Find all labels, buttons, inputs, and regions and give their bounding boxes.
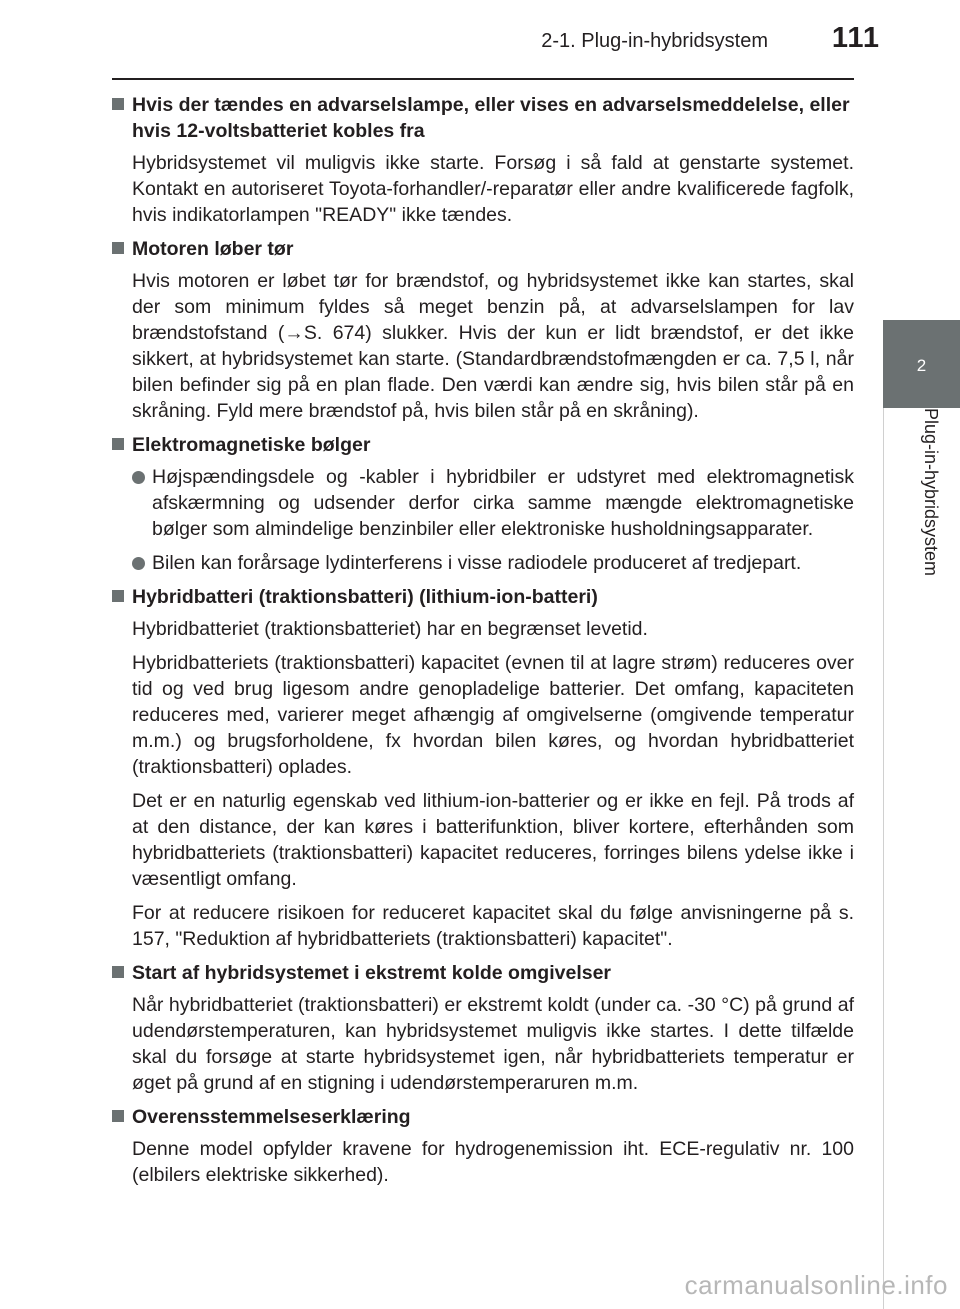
section-heading: Hvis der tændes en advarselslampe, eller vises en advarselsmeddelelse, eller hvis 12-voltsbatteriet kobles fra <box>112 92 854 144</box>
square-bullet-icon <box>112 242 124 254</box>
square-bullet-icon <box>112 438 124 450</box>
section-heading: Elektromagnetiske bølger <box>112 432 854 458</box>
square-bullet-icon <box>112 98 124 110</box>
paragraph: Hybridbatteriet (traktionsbatteriet) har en begrænset levetid. <box>132 618 648 640</box>
paragraph: Det er en naturlig egenskab ved lithium-ion-batterier og er ikke en fejl. På trods af at den distance, der kan køres i batterifunktion, bliver kortere, efterhånden som hybridbatteriets (traktionsbatteri) kapacitet reduceres, forringes bilens ydelse ikke i væsentligt omfang. <box>132 790 854 890</box>
page-header <box>0 0 880 78</box>
chapter-number-block <box>883 320 960 408</box>
page-number: 111 <box>831 22 880 54</box>
list-item: Højspændingsdele og -kabler i hybridbiler er udstyret med elektromagnetisk afskærmning og udsender derfor cirka samme mængde elektromagnetiske bølger som almindelige benzinbiler eller elektroniske husholdningsapparater. <box>132 464 854 542</box>
paragraph: Denne model opfylder kravene for hydrogenemission iht. ECE-regulativ nr. 100 (elbilers elektriske sikkerhed). <box>132 1138 854 1186</box>
page-content <box>112 88 854 1196</box>
paragraph: Hybridbatteriets (traktionsbatteri) kapacitet (evnen til at lagre strøm) reduceres over tid og ved brug ligesom andre genopladelige batterier. Det omfang, kapaciteten reduceres med, varierer meget afhængig af omgivelserne (omgivende temperatur m.m.) og brugsforholdene, fx hvordan bilen køres, og hvordan hybridbatteriet (traktionsbatteri) oplades. <box>132 652 854 778</box>
list-item: Bilen kan forårsage lydinterferens i visse radiodele produceret af tredjepart. <box>132 550 854 576</box>
paragraph: Når hybridbatteriet (traktionsbatteri) er ekstremt koldt (under ca. -30 °C) på grund af udendørstemperaturen, kan hybridsystemet muligvis ikke startes. I dette tilfælde skal du forsøge at starte hybridsystemet igen, når hybridbatteriets temperatur er øget på grund af en stigning i udendørstemperaruren m.m. <box>132 994 854 1094</box>
chapter-side-tab <box>883 0 960 1309</box>
chapter-label: Plug-in-hybridsystem <box>921 408 941 577</box>
paragraph: For at reducere risikoen for reduceret kapacitet skal du følge anvisningerne på s. 157, "Reduktion af hybridbatteriets (traktionsbatteri) kapacitet". <box>132 902 854 950</box>
header-rule <box>112 78 854 80</box>
square-bullet-icon <box>112 590 124 602</box>
circle-bullet-icon <box>132 557 145 570</box>
section-title: 2-1. Plug-in-hybridsystem <box>541 30 768 52</box>
square-bullet-icon <box>112 966 124 978</box>
section-heading: Hybridbatteri (traktionsbatteri) (lithium-ion-batteri) <box>112 584 854 610</box>
section-heading: Start af hybridsystemet i ekstremt kolde omgivelser <box>112 960 854 986</box>
paragraph: Hvis motoren er løbet tør for brændstof, og hybridsystemet ikke kan startes, skal der som minimum fyldes så meget benzin på, at advarselslampen for lav brændstofstand (→S. 674) slukker. Hvis der kun er lidt brændstof, er det ikke sikkert, at hybridsystemet kan starte. (Standardbrændstofmængden er ca. 7,5 l, når bilen befinder sig på en plan flade. Den værdi kan ændre sig, hvis bilen står på en skråning. Fyld mere brændstof på, hvis bilen står på en skråning). <box>132 270 854 422</box>
circle-bullet-icon <box>132 471 145 484</box>
section-heading: Motoren løber tør <box>112 236 854 262</box>
square-bullet-icon <box>112 1110 124 1122</box>
chapter-number: 2 <box>916 356 927 375</box>
watermark: carmanualsonline.info <box>684 1270 948 1300</box>
section-heading: Overensstemmelseserklæring <box>112 1104 854 1130</box>
paragraph: Hybridsystemet vil muligvis ikke starte. Forsøg i så fald at genstarte systemet. Kontakt en autoriseret Toyota-forhandler/-reparatør eller andre kvalificerede fagfolk, hvis indikatorlampen "READY" ikke tændes. <box>132 152 854 226</box>
